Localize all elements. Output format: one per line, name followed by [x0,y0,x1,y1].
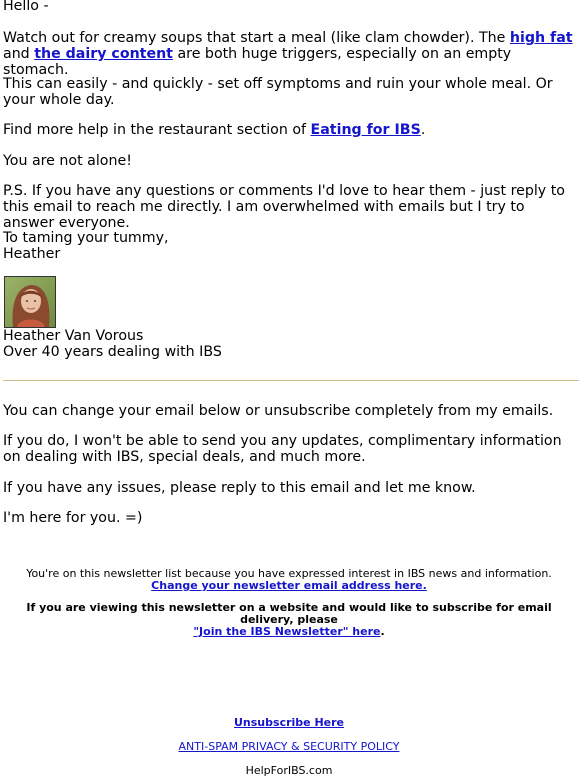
p1-text-mid: and [3,46,35,62]
dairy-content-link[interactable]: the dairy content [34,46,173,62]
paragraph-issues: If you have any issues, please reply to this email and let me know. [3,480,476,496]
subscribe-text: If you are viewing this newsletter on a website and would like to subscribe for email delivery, please [26,601,552,626]
join-newsletter-link[interactable]: "Join the IBS Newsletter" here [193,625,381,638]
high-fat-link[interactable]: high fat [509,30,573,46]
eating-for-ibs-link[interactable]: Eating for IBS [310,122,421,138]
signature [3,328,222,360]
paragraph-if-you-do: If you do, I won't be able to send you any updates, complimentary information on dealing with IBS, special deals, and much more. [3,433,562,465]
p1-text-start: Watch out for creamy soups that start a meal (like clam chowder). The [3,30,510,46]
paragraph-ps: P.S. If you have any questions or comments I'd love to hear them - just reply to this email to reach me directly. I am overwhelmed with emails but I try to answer everyone. [3,183,565,231]
subscribe-end: . [380,625,385,638]
footer-unsubscribe [3,717,575,729]
p3-text-end: . [420,122,426,138]
list-notice-text: You're on this newsletter list because you have expressed interest in IBS news and information. [26,567,552,580]
sign-off-line: To taming your tummy, [3,230,169,246]
change-email-link[interactable]: Change your newsletter email address here. [151,579,427,592]
paragraph-soups [3,30,575,78]
sign-off-name: Heather [3,246,61,262]
paragraph-find-help [3,122,425,138]
footer-subscribe [3,602,575,638]
paragraph-change-email: You can change your email below or unsubscribe completely from my emails. [3,403,554,419]
sign-off [3,230,168,262]
footer-policy [3,741,575,753]
greeting: Hello - [3,0,49,14]
divider [3,380,579,381]
privacy-policy-link[interactable]: ANTI-SPAM PRIVACY & SECURITY POLICY [178,740,400,753]
p3-text-start: Find more help in the restaurant section of [3,122,311,138]
unsubscribe-link[interactable]: Unsubscribe Here [234,716,344,729]
p1-text-end: are both huge triggers, especially on an empty stomach. [3,46,512,78]
footer-site: HelpForIBS.com [245,764,333,777]
author-photo-image [5,277,55,327]
paragraph-here-for-you: I'm here for you. =) [3,510,143,526]
paragraph-symptoms: This can easily - and quickly - set off symptoms and ruin your whole meal. Or your whole day. [3,76,553,108]
signature-name: Heather Van Vorous [3,328,144,344]
signature-tagline: Over 40 years dealing with IBS [3,344,222,360]
paragraph-not-alone: You are not alone! [3,153,132,169]
footer-list-notice [3,568,575,592]
author-photo [4,276,56,328]
